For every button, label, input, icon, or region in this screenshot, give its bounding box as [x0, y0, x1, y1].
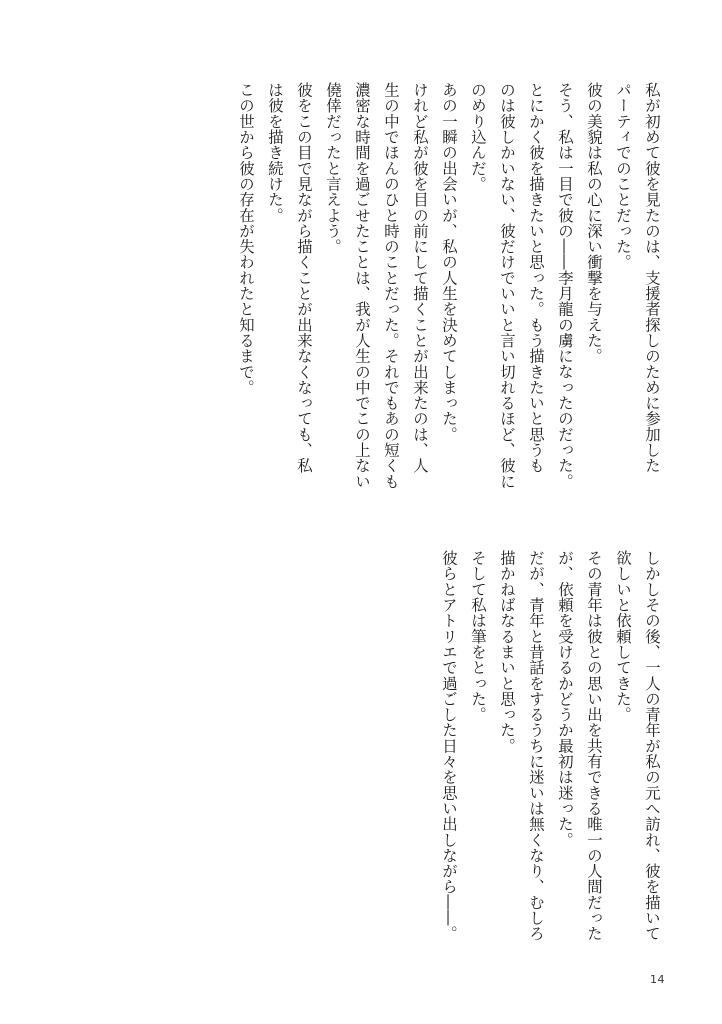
text-line: 彼らとアトリエで過ごした日々を思い出しながら――。	[440, 550, 458, 942]
text-line: 彼の美貌は私の心に深い衝撃を与えた。	[585, 82, 603, 364]
page-number: 14	[650, 973, 665, 986]
text-line: のは彼しかいない、彼だけでいいと言い切れるほど、彼に	[498, 82, 516, 489]
text-block-bottom	[420, 550, 666, 950]
text-line: しかしその後、一人の青年が私の元へ訪れ、彼を描いて	[643, 550, 661, 942]
text-line: だが、青年と昔話をするうちに迷いは無くなり、むしろ	[527, 550, 545, 942]
text-line: 彼をこの目で見ながら描くことが出来なくなっても、私	[295, 82, 313, 474]
text-line: 私が初めて彼を見たのは、支援者探しのために参加した	[643, 82, 661, 474]
text-line: 濃密な時間を過ごせたことは、我が人生の中でこの上ない	[353, 82, 371, 489]
text-line: その青年は彼との思い出を共有できる唯一の人間だった	[585, 550, 603, 942]
text-line: けれど私が彼を目の前にして描くことが出来たのは、人	[411, 82, 429, 474]
text-line: パーティでのことだった。	[614, 82, 632, 270]
text-block-top	[218, 82, 666, 512]
text-line: 描かねばなるまいと思った。	[498, 550, 516, 754]
text-line: この世から彼の存在が失われたと知るまで。	[237, 82, 255, 395]
text-line: は彼を描き続けた。	[266, 82, 284, 223]
text-line: 僥倖だったと言えよう。	[324, 82, 342, 255]
text-line: そう、私は一目で彼の――李月龍の虜になったのだった。	[556, 82, 574, 489]
text-line: のめり込んだ。	[469, 82, 487, 192]
text-line: あの一瞬の出会いが、私の人生を決めてしまった。	[440, 82, 458, 442]
text-line: とにかく彼を描きたいと思った。もう描きたいと思うも	[527, 82, 545, 474]
text-line: 生の中でほんのひと時のことだった。それでもあの短くも	[382, 82, 400, 489]
text-line: が、依頼を受けるかどうか最初は迷った。	[556, 550, 574, 848]
text-line: そして私は筆をとった。	[469, 550, 487, 723]
text-line: 欲しいと依頼してきた。	[614, 550, 632, 723]
